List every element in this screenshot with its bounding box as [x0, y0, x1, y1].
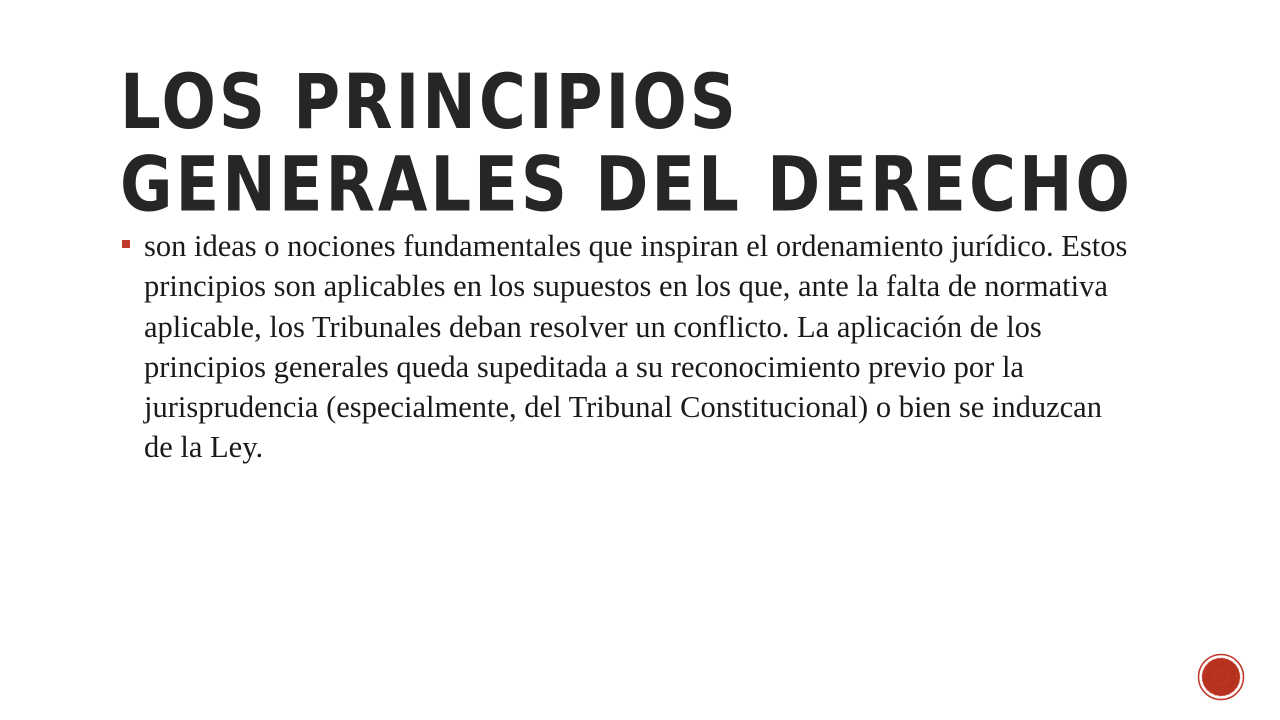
square-bullet-icon — [122, 240, 130, 248]
bullet-text: son ideas o nociones fundamentales que inspiran el ordenamiento jurídico. Estos principios son aplicables en los supuestos en los que, ante la falta de normativa aplicable, los Tribunales deban resolver un conflicto. La aplicación de los principios generales queda supeditada a su reconocimiento previo por la jurisprudencia (especialmente, del Tribunal Constitucional) o bien se induzcan de la Ley. — [144, 229, 1128, 465]
slide-title: LOS PRINCIPIOS GENERALES DEL DERECHO — [120, 59, 1133, 230]
bullet-list — [122, 226, 1132, 468]
red-circle-badge-icon — [1197, 653, 1245, 701]
bullet-item — [122, 226, 1132, 468]
